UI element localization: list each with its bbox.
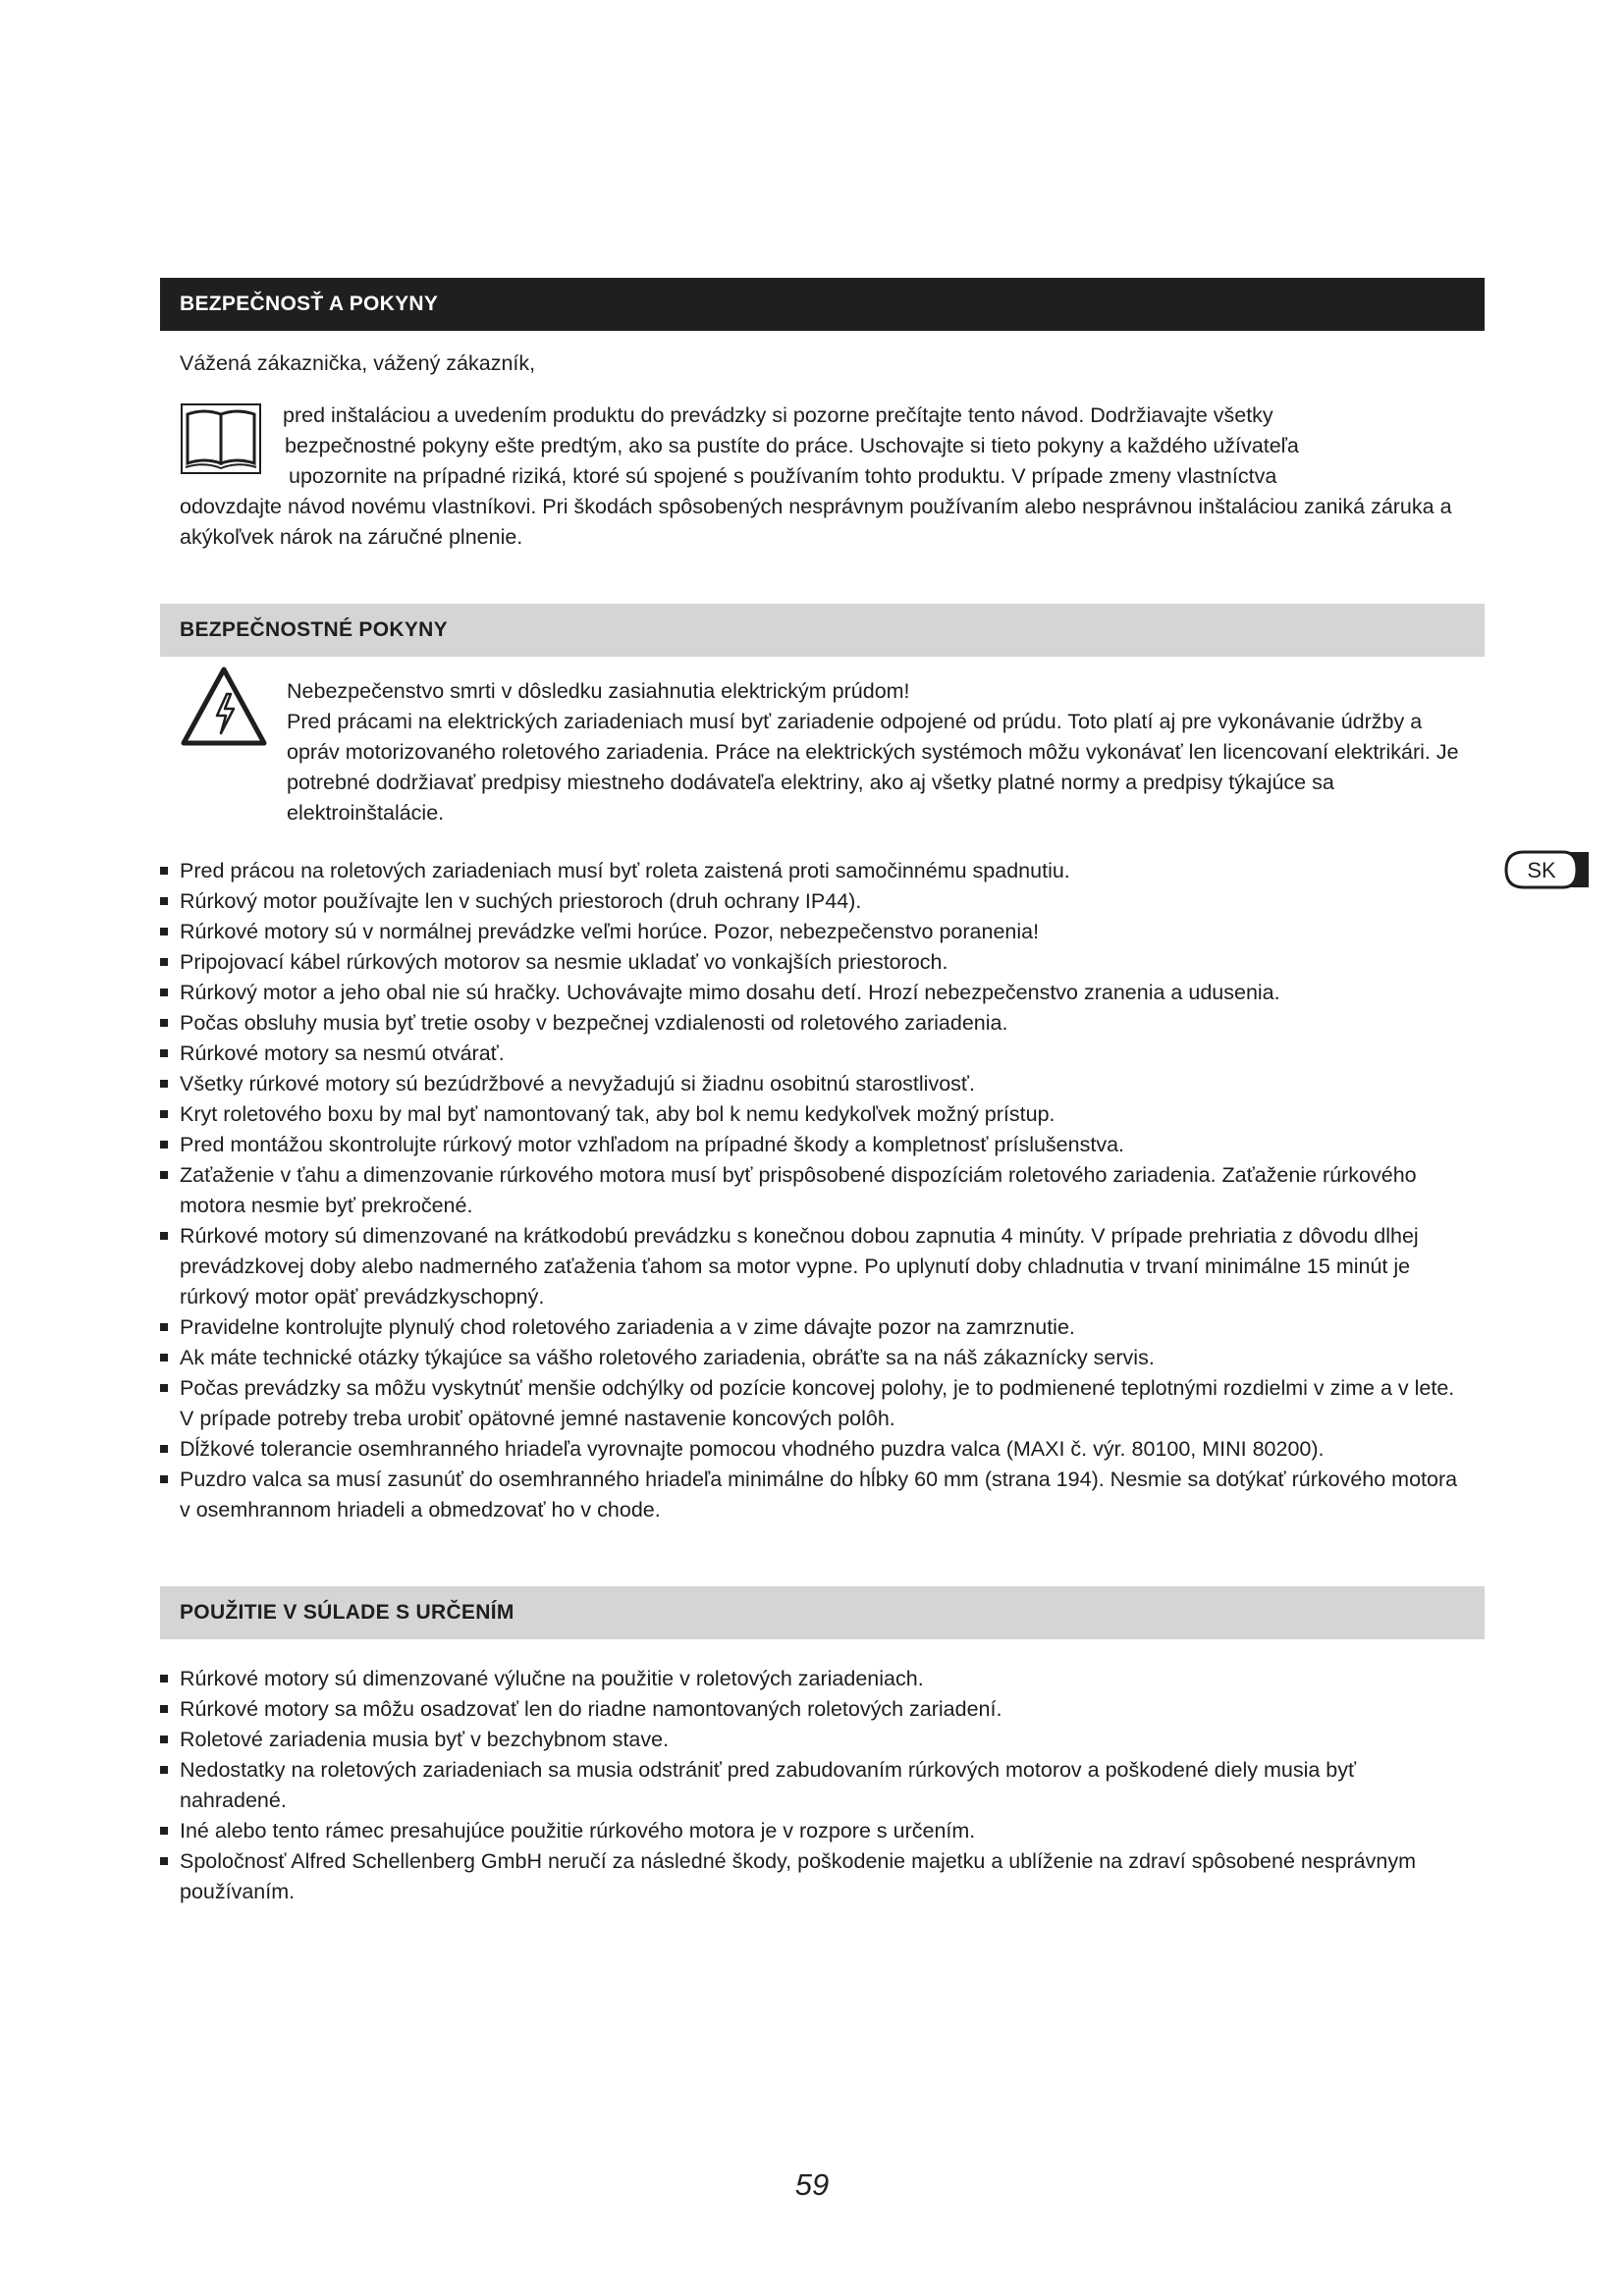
square-bullet-icon bbox=[160, 1080, 168, 1088]
section-header-intended-use bbox=[160, 1586, 1485, 1639]
section-header-safety-notes bbox=[160, 604, 1485, 657]
square-bullet-icon bbox=[160, 1171, 168, 1179]
list-item: Puzdro valca sa musí zasunúť do osemhranného hriadeľa minimálne do hĺbky 60 mm (strana 194). Nesmie sa dotýkať rúrkového motora v osemhrannom hriadeli a obmedzovať ho v chode. bbox=[160, 1465, 1466, 1525]
square-bullet-icon bbox=[160, 1735, 168, 1743]
list-item: Rúrkové motory sa môžu osadzovať len do riadne namontovaných roletových zariadení. bbox=[160, 1694, 1466, 1725]
square-bullet-icon bbox=[160, 1049, 168, 1057]
list-item: Rúrkové motory sa nesmú otvárať. bbox=[160, 1039, 1466, 1069]
section-header-safety-and-instructions bbox=[160, 278, 1485, 331]
salutation: Vážená zákaznička, vážený zákazník, bbox=[180, 351, 536, 375]
electric-shock-warning bbox=[287, 676, 1465, 828]
section-title: BEZPEČNOSTNÉ POKYNY bbox=[180, 618, 448, 641]
square-bullet-icon bbox=[160, 1019, 168, 1027]
list-item: Počas prevádzky sa môžu vyskytnúť menšie odchýlky od pozície koncovej polohy, je to podmienené teplotnými rozdielmi v zime a v lete. V prípade potreby treba urobiť opätovné jemné nastavenie koncových polôh. bbox=[160, 1373, 1466, 1434]
square-bullet-icon bbox=[160, 1827, 168, 1835]
list-item: Pred montážou skontrolujte rúrkový motor vzhľadom na prípadné škody a kompletnosť príslušenstva. bbox=[160, 1130, 1466, 1160]
square-bullet-icon bbox=[160, 1445, 168, 1453]
square-bullet-icon bbox=[160, 1675, 168, 1682]
list-item: Rúrkový motor a jeho obal nie sú hračky. Uchovávajte mimo dosahu detí. Hrozí nebezpečenstvo zranenia a udusenia. bbox=[160, 978, 1466, 1008]
square-bullet-icon bbox=[160, 1110, 168, 1118]
square-bullet-icon bbox=[160, 1705, 168, 1713]
list-item: Iné alebo tento rámec presahujúce použitie rúrkového motora je v rozpore s určením. bbox=[160, 1816, 1466, 1846]
list-item: Pripojovací kábel rúrkových motorov sa nesmie ukladať vo vonkajších priestoroch. bbox=[160, 947, 1466, 978]
list-item: Rúrkové motory sú dimenzované na krátkodobú prevádzku s konečnou dobou zapnutia 4 minúty. V prípade prehriatia z dôvodu dlhej prevádzkovej doby alebo nadmerného zaťaženia ťahom sa motor vypne. Po uplynutí doby chladnutia v trvaní minimálne 15 minút je rúrkový motor opäť prevádzkyschopný. bbox=[160, 1221, 1466, 1312]
list-item: Všetky rúrkové motory sú bezúdržbové a nevyžadujú si žiadnu osobitnú starostlivosť. bbox=[160, 1069, 1466, 1099]
list-item: Spoločnosť Alfred Schellenberg GmbH neručí za následné škody, poškodenie majetku a ublíženie na zdraví spôsobené nesprávnym používaním. bbox=[160, 1846, 1466, 1907]
list-item: Pred prácou na roletových zariadeniach musí byť roleta zaistená proti samočinnému spadnutiu. bbox=[160, 856, 1466, 886]
square-bullet-icon bbox=[160, 1323, 168, 1331]
book-icon bbox=[180, 402, 262, 475]
intro-text-indented bbox=[283, 400, 1451, 492]
electric-warning-icon bbox=[180, 665, 268, 748]
square-bullet-icon bbox=[160, 1141, 168, 1148]
list-item: Pravidelne kontrolujte plynulý chod roletového zariadenia a v zime dávajte pozor na zamrznutie. bbox=[160, 1312, 1466, 1343]
intro-line: pred inštaláciou a uvedením produktu do prevádzky si pozorne prečítajte tento návod. Dodržiavajte všetky bbox=[283, 403, 1273, 427]
warning-title: Nebezpečenstvo smrti v dôsledku zasiahnutia elektrickým prúdom! bbox=[287, 679, 910, 703]
square-bullet-icon bbox=[160, 958, 168, 966]
list-item: Dĺžkové tolerancie osemhranného hriadeľa vyrovnajte pomocou vhodného puzdra valca (MAXI č. výr. 80100, MINI 80200). bbox=[160, 1434, 1466, 1465]
list-item: Kryt roletového boxu by mal byť namontovaný tak, aby bol k nemu kedykoľvek možný prístup. bbox=[160, 1099, 1466, 1130]
warning-text: Pred prácami na elektrických zariadeniach musí byť zariadenie odpojené od prúdu. Toto platí aj pre vykonávanie údržby a opráv motorizovaného roletového zariadenia. Práce na elektrických systémoch môžu vykonávať len licencovaní elektrikári. Je potrebné dodržiavať predpisy miestneho dodávateľa elektriny, ako aj všetky platné normy a predpisy týkajúce sa elektroinštalácie. bbox=[287, 710, 1459, 825]
square-bullet-icon bbox=[160, 1766, 168, 1774]
square-bullet-icon bbox=[160, 1232, 168, 1240]
language-code: SK bbox=[1527, 858, 1556, 882]
square-bullet-icon bbox=[160, 988, 168, 996]
square-bullet-icon bbox=[160, 1857, 168, 1865]
list-item: Nedostatky na roletových zariadeniach sa musia odstrániť pred zabudovaním rúrkových motorov a poškodené diely musia byť nahradené. bbox=[160, 1755, 1466, 1816]
intro-line: upozornite na prípadné riziká, ktoré sú spojené s používaním tohto produktu. V prípade zmeny vlastníctva bbox=[289, 464, 1277, 488]
intended-use-list bbox=[160, 1664, 1466, 1907]
page-number: 59 bbox=[794, 2167, 830, 2202]
list-item: Ak máte technické otázky týkajúce sa vášho roletového zariadenia, obráťte sa na náš zákaznícky servis. bbox=[160, 1343, 1466, 1373]
list-item: Zaťaženie v ťahu a dimenzovanie rúrkového motora musí byť prispôsobené dispozíciám roletového zariadenia. Zaťaženie rúrkového motora nesmie byť prekročené. bbox=[160, 1160, 1466, 1221]
list-item: Rúrkové motory sú dimenzované výlučne na použitie v roletových zariadeniach. bbox=[160, 1664, 1466, 1694]
intro-line: bezpečnostné pokyny ešte predtým, ako sa pustíte do práce. Uschovajte si tieto pokyny a každého užívateľa bbox=[285, 434, 1299, 457]
language-badge bbox=[1502, 850, 1591, 889]
square-bullet-icon bbox=[160, 928, 168, 935]
intro-text-continuation: odovzdajte návod novému vlastníkovi. Pri škodách spôsobených nesprávnym používaním alebo nesprávnou inštaláciou zaniká záruka a akýkoľvek nárok na záručné plnenie. bbox=[180, 495, 1452, 549]
section-title: POUŽITIE V SÚLADE S URČENÍM bbox=[180, 1601, 514, 1624]
list-item: Rúrkový motor používajte len v suchých priestoroch (druh ochrany IP44). bbox=[160, 886, 1466, 917]
safety-notes-list bbox=[160, 856, 1466, 1525]
square-bullet-icon bbox=[160, 1354, 168, 1362]
square-bullet-icon bbox=[160, 1475, 168, 1483]
square-bullet-icon bbox=[160, 897, 168, 905]
square-bullet-icon bbox=[160, 1384, 168, 1392]
square-bullet-icon bbox=[160, 867, 168, 875]
list-item: Roletové zariadenia musia byť v bezchybnom stave. bbox=[160, 1725, 1466, 1755]
list-item: Počas obsluhy musia byť tretie osoby v bezpečnej vzdialenosti od roletového zariadenia. bbox=[160, 1008, 1466, 1039]
list-item: Rúrkové motory sú v normálnej prevádzke veľmi horúce. Pozor, nebezpečenstvo poranenia! bbox=[160, 917, 1466, 947]
section-title: BEZPEČNOSŤ A POKYNY bbox=[180, 293, 439, 315]
